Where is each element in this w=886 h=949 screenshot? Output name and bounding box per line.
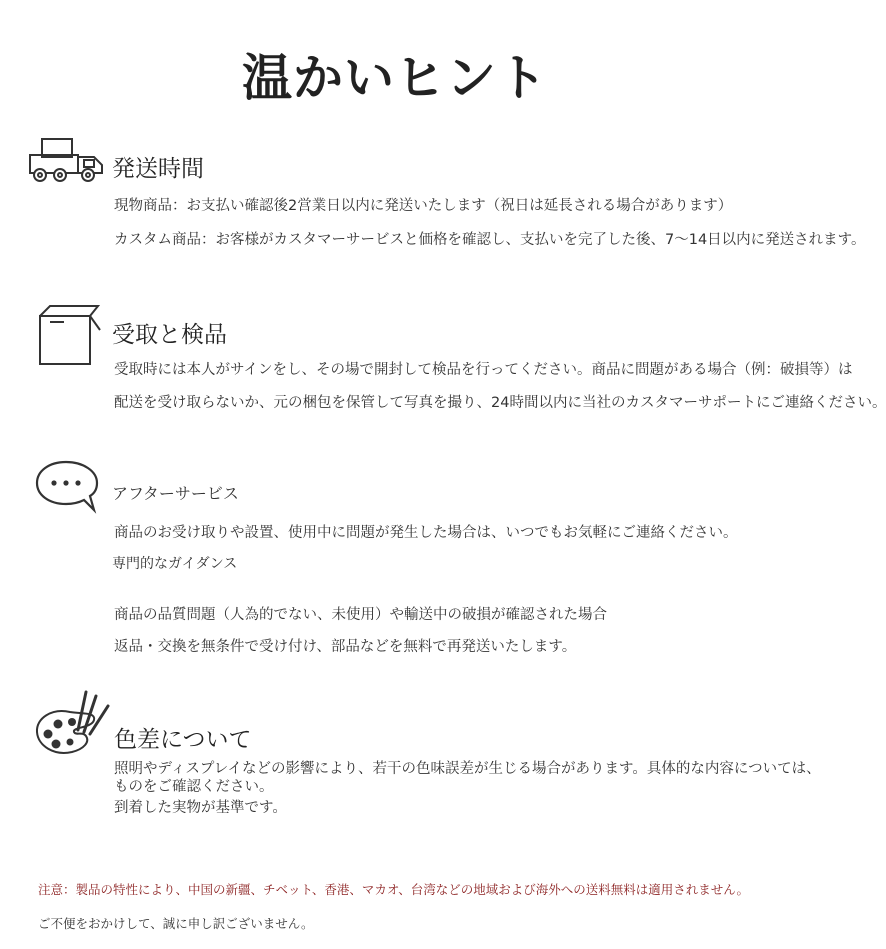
truck-icon <box>28 135 106 185</box>
shipping-line-1: 現物商品：お支払い確認後2営業日以内に発送いたします（祝日は延長される場合があります） <box>114 198 733 214</box>
color-heading: 色差について <box>114 727 252 753</box>
color-line-1: 照明やディスプレイなどの影響により、若干の色味誤差が生じる場合があります。具体的な内容については、 <box>114 761 821 777</box>
color-line-2: ものをご確認ください。 <box>114 779 274 795</box>
apology-text: ご不便をおかけして、誠に申し訳ございません。 <box>38 916 314 931</box>
receipt-heading: 受取と検品 <box>112 322 227 348</box>
color-line-3: 到着した実物が基準です。 <box>114 800 287 816</box>
page-title: 温かいヒント <box>242 49 548 107</box>
notice-text: 注意：製品の特性により、中国の新疆、チベット、香港、マカオ、台湾などの地域および海外への送料無料は適用されません。 <box>38 882 750 897</box>
receipt-line-2: 配送を受け取らないか、元の梱包を保管して写真を撮り、24時間以内に当社のカスタマーサポートにご連絡ください。 <box>114 395 886 411</box>
chat-bubble-icon <box>34 460 100 514</box>
aftersales-line-3: 返品・交換を無条件で受け付け、部品などを無料で再発送いたします。 <box>114 639 577 655</box>
shipping-heading: 発送時間 <box>112 156 204 182</box>
aftersales-line-1: 商品のお受け取りや設置、使用中に問題が発生した場合は、いつでもお気軽にご連絡ください。 <box>114 525 738 541</box>
shipping-line-2: カスタム商品：お客様がカスタマーサービスと価格を確認し、支払いを完了した後、7〜14日以内に発送されます。 <box>114 232 866 248</box>
box-icon <box>34 302 106 366</box>
aftersales-heading: アフターサービス <box>112 484 239 503</box>
receipt-line-1: 受取時には本人がサインをし、その場で開封して検品を行ってください。商品に問題がある場合（例：破損等）は <box>114 362 853 378</box>
palette-icon <box>34 688 112 760</box>
aftersales-line-2: 商品の品質問題（人為的でない、未使用）や輸送中の破損が確認された場合 <box>114 607 607 623</box>
aftersales-subheading: 専門的なガイダンス <box>112 556 238 572</box>
